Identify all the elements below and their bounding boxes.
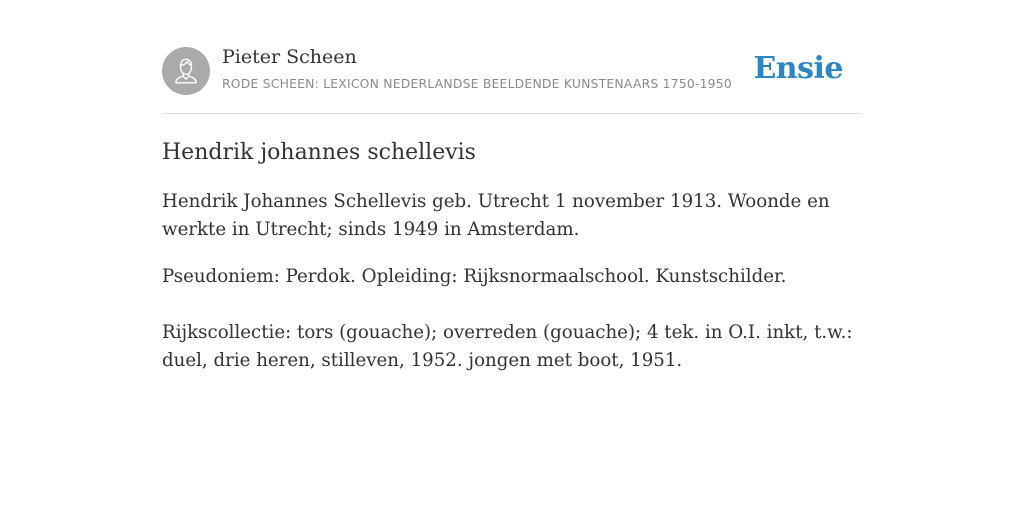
- article-body: [162, 138, 862, 375]
- article-title: Hendrik johannes schellevis: [162, 140, 476, 165]
- article-paragraph: Hendrik Johannes Schellevis geb. Utrecht 1 november 1913. Woonde en werkte in Utrecht; sinds 1949 in Amsterdam.: [162, 191, 830, 240]
- article-header: [162, 45, 862, 114]
- source-title[interactable]: RODE SCHEEN: LEXICON NEDERLANDSE BEELDENDE KUNSTENAARS 1750-1950: [222, 76, 732, 91]
- article-paragraph: Pseudoniem: Perdok. Opleiding: Rijksnormaalschool. Kunstschilder.: [162, 266, 787, 287]
- user-icon: [162, 47, 210, 95]
- author-avatar[interactable]: [162, 47, 210, 95]
- article-paragraph: Rijkscollectie: tors (gouache); overreden (gouache); 4 tek. in O.I. inkt, t.w.: duel, drie heren, stilleven, 1952. jongen met boot, 1951.: [162, 322, 853, 371]
- author-name[interactable]: Pieter Scheen: [222, 46, 357, 68]
- ensie-logo[interactable]: Ensie: [753, 51, 843, 86]
